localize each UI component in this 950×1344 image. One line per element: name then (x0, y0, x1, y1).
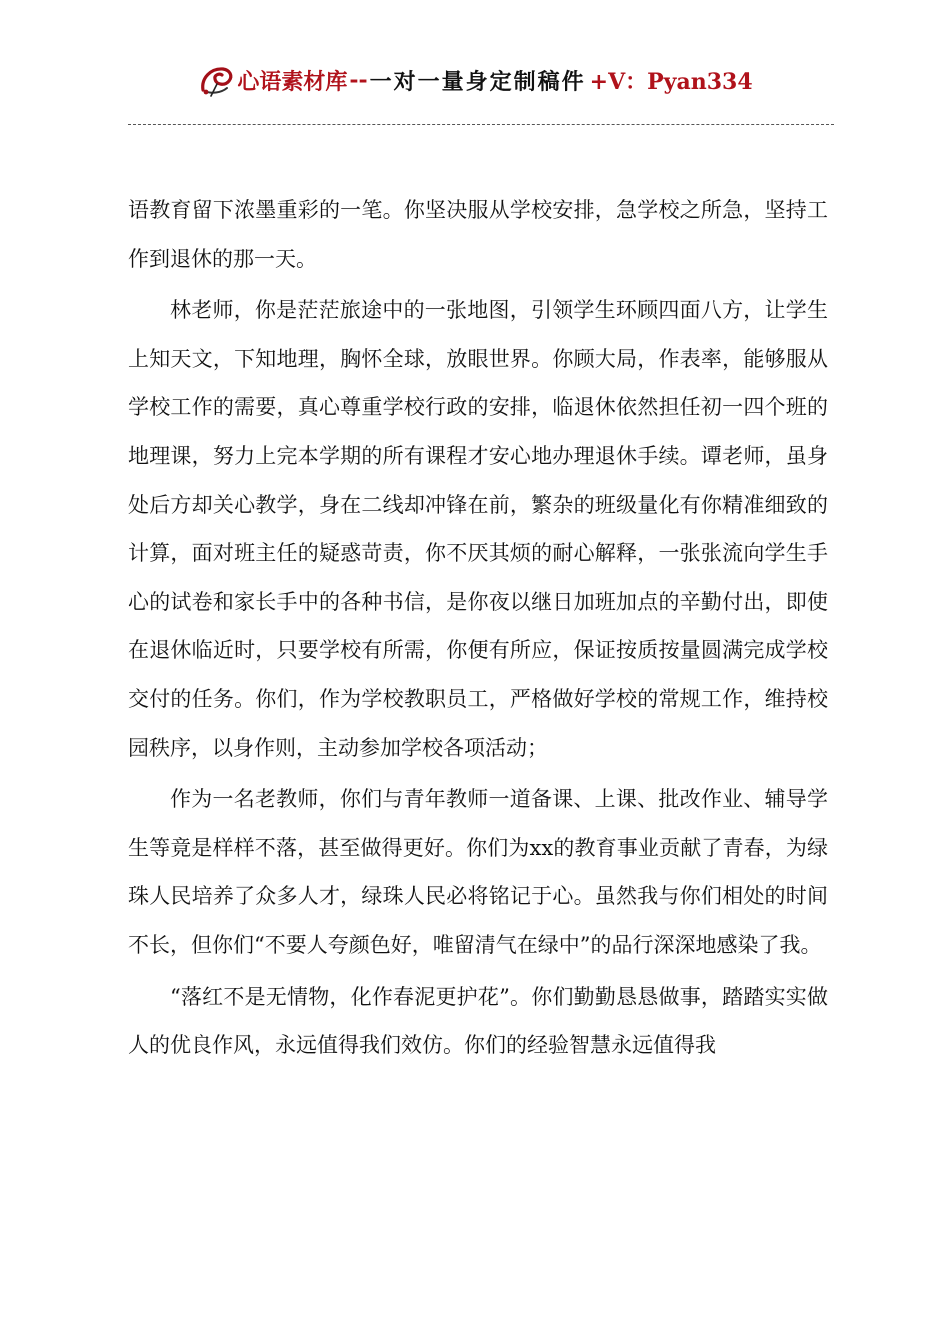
header-bar (197, 60, 752, 100)
header-brand: 心语素材库 (237, 68, 348, 95)
paragraph-1: 语教育留下浓墨重彩的一笔。你坚决服从学校安排，急学校之所急，坚持工作到退休的那一天。 (128, 198, 828, 271)
header-tagline: 一对一量身定制稿件 (369, 68, 586, 95)
paragraph-3: 作为一名老教师，你们与青年教师一道备课、上课、批改作业、辅导学生等竟是样样不落，甚至做得更好。你们为xx的教育事业贡献了青春，为绿珠人民培养了众多人才，绿珠人民必将铭记于心。虽然我与你们相处的时间不长，但你们“不要人夸颜色好，唯留清气在绿中”的品行深深地感染了我。 (128, 787, 828, 957)
header-contact: +V：Pyan334 (589, 68, 753, 95)
header-divider (128, 124, 834, 125)
document-body (128, 186, 828, 1073)
red-swirl-logo-icon (197, 60, 237, 100)
page-header (0, 60, 950, 104)
paragraph-4: “落红不是无情物，化作春泥更护花”。你们勤勤恳恳做事，踏踏实实做人的优良作风，永远值得我们效仿。你们的经验智慧永远值得我 (128, 984, 828, 1058)
paragraph-2: 林老师，你是茫茫旅途中的一张地图，引领学生环顾四面八方，让学生上知天文，下知地理，胸怀全球，放眼世界。你顾大局，作表率，能够服从学校工作的需要，真心尊重学校行政的安排，临退休依然担任初一四个班的地理课，努力上完本学期的所有课程才安心地办理退休手续。谭老师，虽身处后方却关心教学，身在二线却冲锋在前，繁杂的班级量化有你精准细致的计算，面对班主任的疑惑苛责，你不厌其烦的耐心解释，一张张流向学生手心的试卷和家长手中的各种书信，是你夜以继日加班加点的辛勤付出，即使在退休临近时，只要学校有所需，你便有所应，保证按质按量圆满完成学校交付的任务。你们，作为学校教职员工，严格做好学校的常规工作，维持校园秩序，以身作则，主动参加学校各项活动； (128, 298, 828, 760)
header-separator: -- (349, 67, 368, 93)
